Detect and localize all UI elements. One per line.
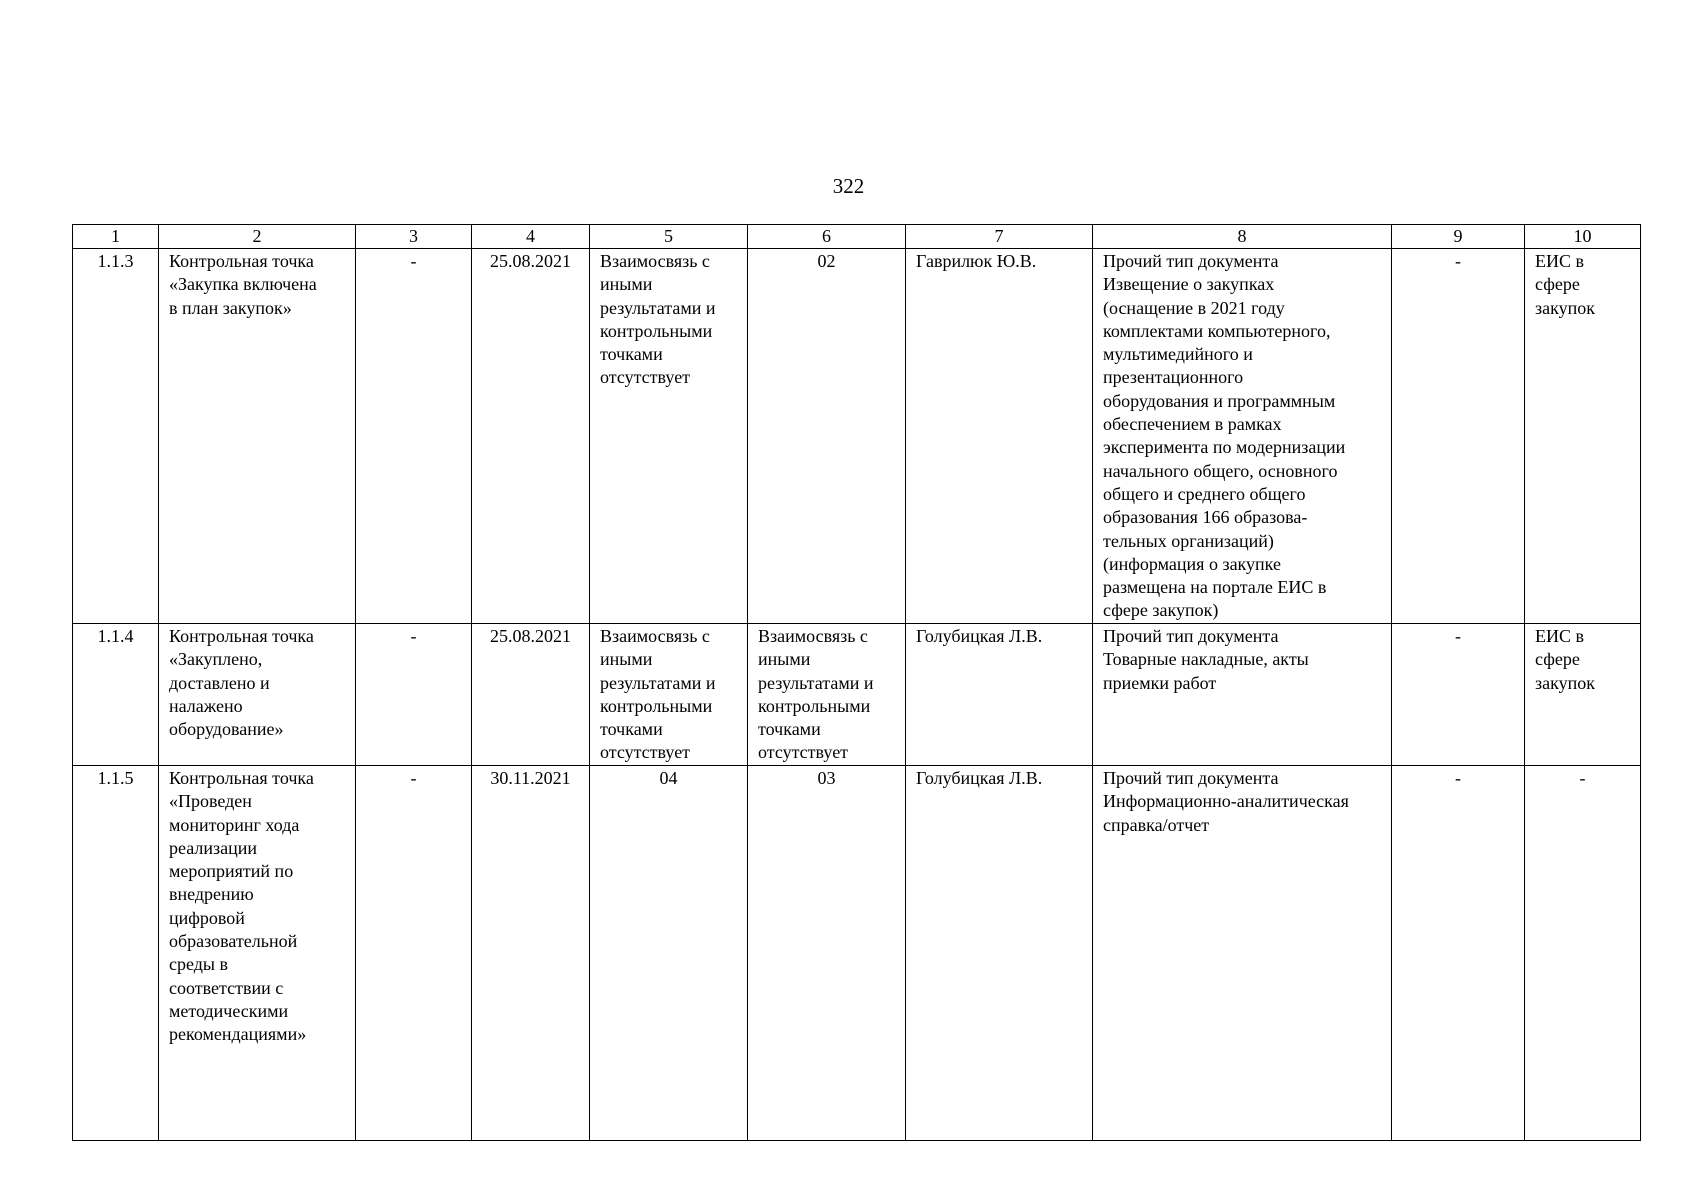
due-date: 30.11.2021 (472, 766, 590, 1141)
responsible-person: Голубицкая Л.В. (906, 624, 1093, 766)
control-point-name: Контрольная точка «Закуплено, доставлено и налажено оборудование» (159, 624, 356, 766)
document-type: Прочий тип документа Товарные накладные, акты приемки работ (1093, 624, 1392, 766)
table-header-row (73, 225, 1641, 249)
column-header: 9 (1392, 225, 1525, 249)
responsible-person: Голубицкая Л.В. (906, 766, 1093, 1141)
column-header: 5 (590, 225, 748, 249)
column-header: 2 (159, 225, 356, 249)
info-system: ЕИС в сфере закупок (1525, 249, 1641, 624)
control-point-name: Контрольная точка «Закупка включена в план закупок» (159, 249, 356, 624)
row-number: 1.1.4 (73, 624, 159, 766)
cell-col9: - (1392, 766, 1525, 1141)
control-point-name: Контрольная точка «Проведен мониторинг хода реализации мероприятий по внедрению цифровой образовательной среды в соответствии с методическими рекомендациями» (159, 766, 356, 1141)
cell-col6: 03 (748, 766, 906, 1141)
cell-col5: Взаимосвязь с иными результатами и контрольными точками отсутствует (590, 249, 748, 624)
cell-col3: - (356, 249, 472, 624)
cell-col3: - (356, 624, 472, 766)
page-number: 322 (832, 174, 865, 198)
cell-col6: Взаимосвязь с иными результатами и контрольными точками отсутствует (748, 624, 906, 766)
due-date: 25.08.2021 (472, 624, 590, 766)
column-header: 6 (748, 225, 906, 249)
table-row (73, 249, 1641, 624)
document-type: Прочий тип документа Информационно-аналитическая справка/отчет (1093, 766, 1392, 1141)
table-row (73, 624, 1641, 766)
responsible-person: Гаврилюк Ю.В. (906, 249, 1093, 624)
row-number: 1.1.3 (73, 249, 159, 624)
column-header: 8 (1093, 225, 1392, 249)
column-header: 7 (906, 225, 1093, 249)
row-number: 1.1.5 (73, 766, 159, 1141)
table-row (73, 766, 1641, 1141)
cell-col6: 02 (748, 249, 906, 624)
data-table (72, 224, 1641, 1141)
document-type: Прочий тип документа Извещение о закупках (оснащение в 2021 году комплектами компьютерного, мультимедийного и презентационного оборудования и программным обеспечением в рамках эксперимента по модернизации начального общего, основного общего и среднего общего образования 166 образова- тельных организаций) (информация о закупке размещена на портале ЕИС в сфере закупок) (1093, 249, 1392, 624)
cell-col9: - (1392, 624, 1525, 766)
cell-col3: - (356, 766, 472, 1141)
cell-col5: 04 (590, 766, 748, 1141)
due-date: 25.08.2021 (472, 249, 590, 624)
column-header: 3 (356, 225, 472, 249)
info-system: - (1525, 766, 1641, 1141)
cell-col9: - (1392, 249, 1525, 624)
column-header: 10 (1525, 225, 1641, 249)
column-header: 1 (73, 225, 159, 249)
info-system: ЕИС в сфере закупок (1525, 624, 1641, 766)
cell-col5: Взаимосвязь с иными результатами и контрольными точками отсутствует (590, 624, 748, 766)
column-header: 4 (472, 225, 590, 249)
